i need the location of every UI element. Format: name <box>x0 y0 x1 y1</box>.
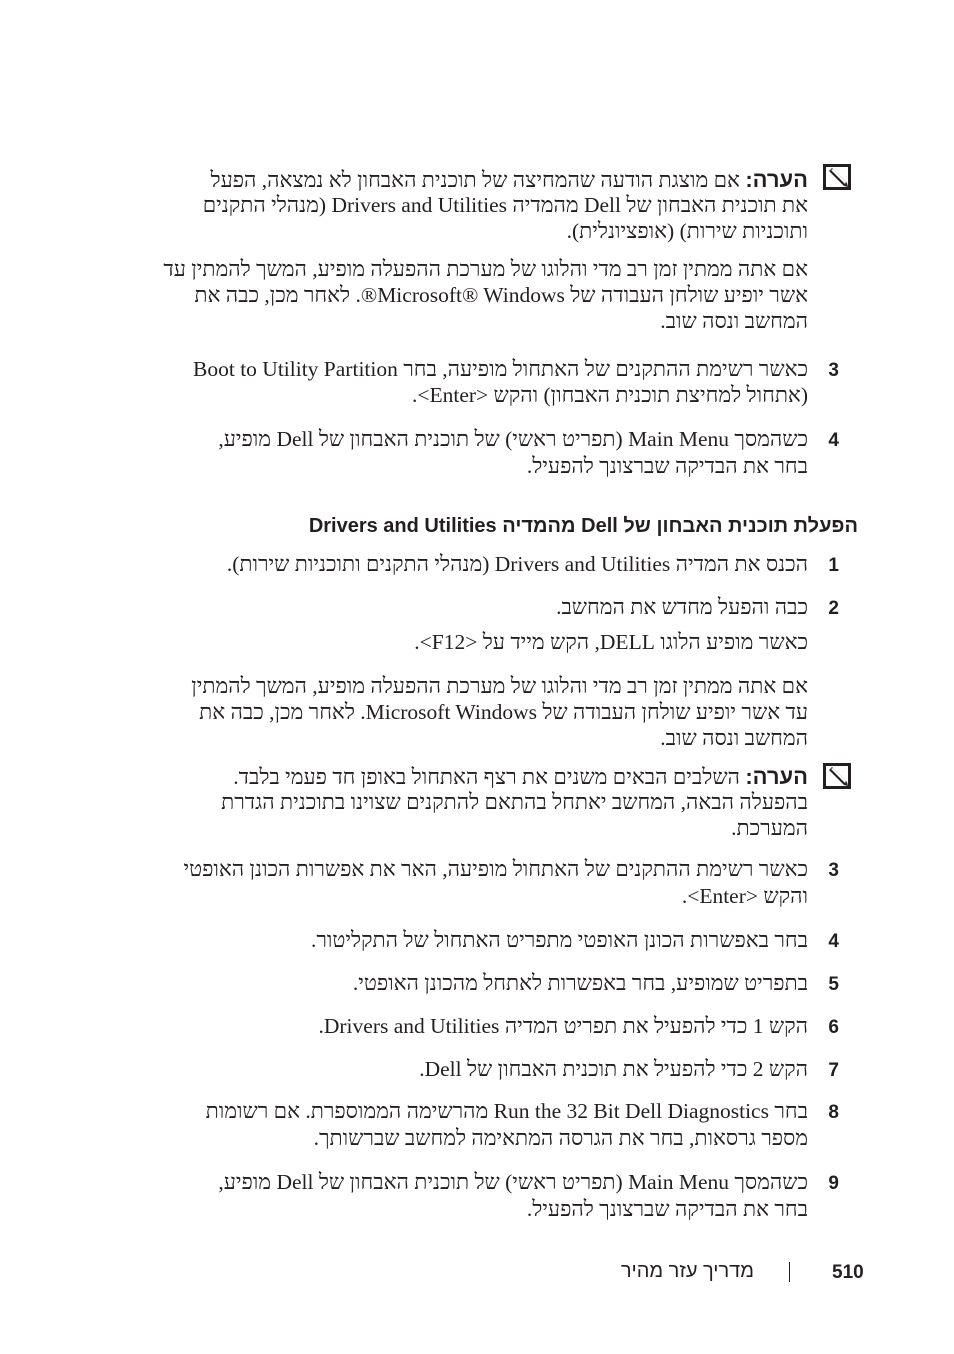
section-heading: הפעלת תוכנית האבחון של Dell מהמדיה Drivers and Utilities <box>308 515 858 537</box>
note2-line3: המערכת. <box>731 816 808 840</box>
footer-title: מדריך עזר מהיר <box>620 1260 754 1282</box>
stepB2-para-line2: עד אשר יופיע שולחן העבודה של Microsoft Windows. לאחר מכן, כבה את <box>199 700 808 724</box>
step-number: 4 <box>828 430 839 451</box>
stepB2-line2: כאשר מופיע הלוגו DELL, הקש מייד על <F12>. <box>414 630 808 654</box>
stepA3-line2: (אתחול למחיצת תוכנית האבחון) והקש <Enter>. <box>411 383 808 407</box>
pencil-note-icon <box>823 763 851 789</box>
page-number: 510 <box>832 1262 864 1283</box>
step-number: 5 <box>828 974 839 995</box>
step-number: 2 <box>828 598 839 619</box>
stepB9-line2: בחר את הבדיקה שברצונך להפעיל. <box>526 1197 808 1221</box>
note2-label: הערה: <box>745 764 808 789</box>
step-number: 6 <box>828 1017 839 1038</box>
note1-para2-line2: אשר יופיע שולחן העבודה של Microsoft® Windows®. לאחר מכן, כבה את <box>194 283 808 307</box>
step-number: 3 <box>828 860 839 881</box>
note1-line3: ותוכניות שירות) (אופציונלית). <box>566 219 808 243</box>
step-number: 9 <box>828 1173 839 1194</box>
note1-para2-line3: המחשב ונסה שוב. <box>660 309 808 333</box>
note1-line1: הערה: אם מוצגת הודעה שהמחיצה של תוכנית האבחון לא נמצאה, הפעל <box>210 167 808 192</box>
footer-divider <box>789 1262 790 1282</box>
stepB6-line1: הקש 1 כדי להפעיל את תפריט המדיה Drivers and Utilities. <box>318 1014 808 1038</box>
note1-line2: את תוכנית האבחון של Dell מהמדיה Drivers and Utilities (מנהלי התקנים <box>202 193 808 217</box>
stepB3-line1: כאשר רשימת ההתקנים של האתחול מופיעה, האר את אפשרות הכונן האופטי <box>183 857 808 881</box>
stepB2-line1: כבה והפעל מחדש את המחשב. <box>556 595 808 619</box>
stepB5-line1: בתפריט שמופיע, בחר באפשרות לאתחל מהכונן האופטי. <box>352 971 808 995</box>
stepB2-para-line3: המחשב ונסה שוב. <box>660 726 808 750</box>
stepA4-line1: כשהמסך Main Menu (תפריט ראשי) של תוכנית האבחון של Dell מופיע, <box>218 427 808 451</box>
stepB7-line1: הקש 2 כדי להפעיל את תוכנית האבחון של Dell. <box>419 1057 808 1081</box>
stepB3-line2: והקש <Enter>. <box>681 884 808 908</box>
stepA3-line1: כאשר רשימת ההתקנים של האתחול מופיעה, בחר Boot to Utility Partition <box>193 357 808 381</box>
note2-line1: הערה: השלבים הבאים משנים את רצף האתחול באופן חד פעמי בלבד. <box>233 764 808 789</box>
stepA4-line2: בחר את הבדיקה שברצונך להפעיל. <box>526 454 808 478</box>
stepB8-line2: מספר גרסאות, בחר את הגרסה המתאימה למחשב שברשותך. <box>313 1126 808 1150</box>
stepB1-line1: הכנס את המדיה Drivers and Utilities (מנהלי התקנים ותוכניות שירות). <box>226 552 808 576</box>
step-number: 7 <box>828 1060 839 1081</box>
stepB9-line1: כשהמסך Main Menu (תפריט ראשי) של תוכנית האבחון של Dell מופיע, <box>218 1170 808 1194</box>
step-number: 3 <box>828 360 839 381</box>
note1-para2-line1: אם אתה ממתין זמן רב מדי והלוגו של מערכת ההפעלה מופיע, המשך להמתין עד <box>163 257 808 281</box>
step-number: 4 <box>828 931 839 952</box>
step-number: 8 <box>828 1102 839 1123</box>
note2-line2: בהפעלה הבאה, המחשב יאתחל בהתאם להתקנים שצוינו בתוכנית הגדרת <box>221 790 808 814</box>
stepB8-line1: בחר Run the 32 Bit Dell Diagnostics מהרשימה הממוספרת. אם רשומות <box>205 1099 808 1123</box>
note1-label: הערה: <box>745 167 808 192</box>
stepB4-line1: בחר באפשרות הכונן האופטי מתפריט האתחול של התקליטור. <box>310 928 808 952</box>
step-number: 1 <box>828 555 839 576</box>
stepB2-para-line1: אם אתה ממתין זמן רב מדי והלוגו של מערכת ההפעלה מופיע, המשך להמתין <box>191 674 808 698</box>
pencil-note-icon <box>823 164 851 190</box>
